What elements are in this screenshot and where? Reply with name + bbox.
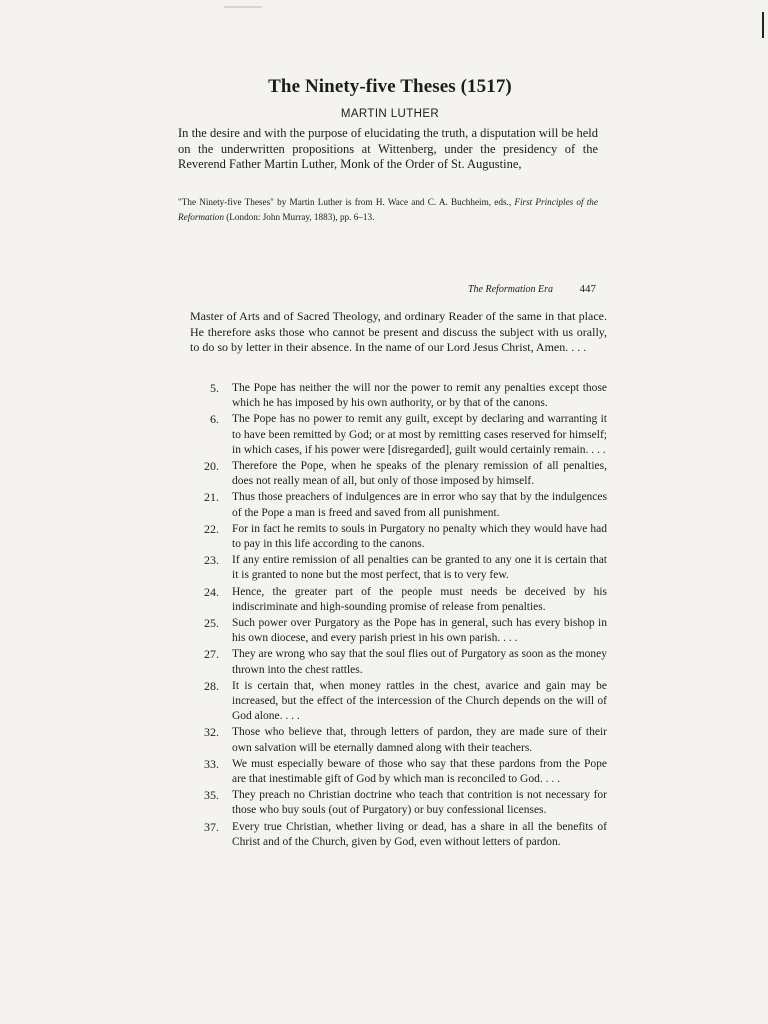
thesis-item — [185, 757, 607, 787]
thesis-number: 6. — [210, 412, 219, 427]
thesis-text: If any entire remission of all penalties can be granted to any one it is certain that it is granted to none but the most perfect, that is to very few. — [232, 554, 607, 582]
thesis-number: 37. — [204, 819, 219, 834]
thesis-item — [185, 647, 607, 677]
thesis-text: We must especially beware of those who say that these pardons from the Pope are that inestimable gift of God by which man is reconciled to God. . . . — [232, 757, 607, 786]
running-head: The Reformation Era — [468, 284, 553, 295]
thesis-number: 23. — [204, 553, 219, 568]
thesis-number: 33. — [204, 756, 219, 771]
thesis-text: They are wrong who say that the soul flies out of Purgatory as soon as the money thrown into the chest rattles. — [232, 648, 607, 676]
thesis-text: The Pope has no power to remit any guilt, except by declaring and warranting it to have been remitted by God; or at most by remitting cases reserved for himself; in which cases, if his power were [disregarded], guilt would certainly remain. . . . — [232, 413, 607, 456]
thesis-number: 27. — [204, 647, 219, 662]
thesis-text: Thus those preachers of indulgences are in error who say that by the indulgences of the Pope a man is freed and saved from all punishment. — [232, 491, 607, 519]
thesis-number: 21. — [204, 490, 219, 505]
intro-paragraph: In the desire and with the purpose of elucidating the truth, a disputation will be held on the underwritten propositions at Wittenberg, under the presidency of the Reverend Father Martin Luther, Monk of the Order of St. Augustine, — [178, 126, 598, 171]
thesis-number: 28. — [204, 678, 219, 693]
thesis-number: 22. — [204, 521, 219, 536]
thesis-item — [185, 788, 607, 818]
thesis-item — [185, 490, 607, 520]
thesis-item — [185, 412, 607, 458]
thesis-item — [185, 679, 607, 725]
scan-edge-mark — [762, 12, 764, 38]
thesis-item — [185, 381, 607, 411]
thesis-number: 35. — [204, 788, 219, 803]
thesis-item — [185, 522, 607, 552]
page-number: 447 — [579, 283, 596, 295]
thesis-text: Hence, the greater part of the people must needs be deceived by his indiscriminate and high-sounding promise of release from penalties. — [232, 585, 607, 613]
thesis-number: 20. — [204, 459, 219, 474]
thesis-text: Therefore the Pope, when he speaks of the plenary remission of all penalties, does not really mean of all, but only of those imposed by himself. — [232, 460, 607, 488]
thesis-text: Those who believe that, through letters of pardon, they are made sure of their own salvation will be eternally damned along with their teachers. — [232, 726, 607, 754]
thesis-item — [185, 585, 607, 615]
source-note — [178, 195, 598, 225]
thesis-text: For in fact he remits to souls in Purgatory no penalty which they would have had to pay in this life according to the canons. — [232, 522, 607, 551]
thesis-item — [185, 725, 607, 755]
thesis-item — [185, 616, 607, 646]
source-note-citation: (London: John Murray, 1883), pp. 6–13. — [223, 212, 375, 222]
continuation-paragraph: Master of Arts and of Sacred Theology, and ordinary Reader of the same in that place. He therefore asks those who cannot be present and discuss the subject with us orally, to do so by letter in their absence. In the name of our Lord Jesus Christ, Amen. . . . — [190, 309, 607, 354]
thesis-number: 24. — [204, 584, 219, 599]
thesis-number: 25. — [204, 616, 219, 631]
thesis-text: It is certain that, when money rattles in the chest, avarice and gain may be increased, but the effect of the intercession of the Church depends on the will of God alone. . . . — [232, 679, 607, 723]
source-note-text: "The Ninety-five Theses" by Martin Luther is from H. Wace and C. A. Buchheim, eds., — [178, 197, 515, 207]
thesis-text: The Pope has neither the will nor the power to remit any penalties except those which he has imposed by his own authority, or by that of the canons. — [232, 382, 607, 410]
author-name: MARTIN LUTHER — [340, 108, 440, 120]
thesis-item — [185, 820, 607, 850]
source-book-title: First Principles of the Reformation — [178, 197, 598, 222]
scan-smudge — [224, 6, 262, 8]
thesis-number: 32. — [204, 725, 219, 740]
thesis-number: 5. — [210, 381, 219, 395]
thesis-item — [185, 553, 607, 583]
theses-list — [185, 381, 607, 851]
thesis-text: Every true Christian, whether living or dead, has a share in all the benefits of Christ and of the Church, given by God, even without letters of pardon. — [232, 820, 607, 848]
document-title: The Ninety-five Theses (1517) — [268, 76, 512, 97]
thesis-text: They preach no Christian doctrine who teach that contrition is not necessary for those who buy souls (out of Purgatory) or buy confessional licenses. — [232, 789, 607, 817]
thesis-item — [185, 459, 607, 489]
thesis-text: Such power over Purgatory as the Pope has in general, such has every bishop in his own diocese, and every parish priest in his own parish. . . . — [232, 617, 607, 645]
